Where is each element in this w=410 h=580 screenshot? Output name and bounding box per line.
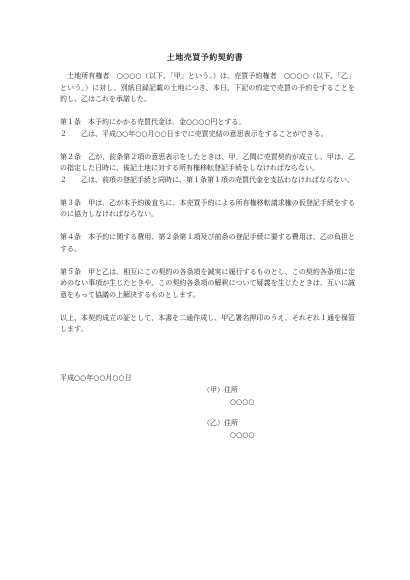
article-3-paragraph-1: 第３条 甲は、乙が本予約後直ちに、本売買予約による所有権移転請求権の仮登記手続をするのに協力しなければならない。 xyxy=(60,198,355,218)
document-title: 土地売買予約契約書 xyxy=(166,53,244,62)
signing-date: 平成○○年○○月○○日 xyxy=(60,374,132,382)
party-b-block xyxy=(203,417,254,441)
party-a-block xyxy=(203,384,254,408)
article-1-paragraph-1: 第１条 本予約にかかる売買代金は、金○○○○円とする。 xyxy=(60,118,246,126)
closing-statement: 以上、本契約成立の証として、本書を二通作成し、甲乙署名押印のうえ、それぞれ１通を保管します。 xyxy=(60,313,355,333)
article-1-paragraph-2: ２ 乙は、平成○○年○○月○○日までに売買完結の意思表示をすることができる。 xyxy=(60,129,328,138)
party-b-label: （乙）住所 xyxy=(203,419,238,427)
article-2-paragraph-1: 第２条 乙が、前条第２項の意思表示をしたときは、甲、乙間に売買契約が成立し、甲は、乙の指定した日時に、後記土地に対する所有権移転登記手続をしなければならない。 xyxy=(60,152,355,172)
article-5-paragraph-1: 第５条 甲と乙は、相互にこの契約の各条項を誠実に履行するものとし、この契約各条項に定めのない事項が生じたときや、この契約各条項の解釈について疑義を生じたときは、互いに誠意をもって協議の上解決するものとします。 xyxy=(60,267,355,299)
party-a-label: （甲）住所 xyxy=(203,386,238,394)
preamble: 土地所有権者 ○○○○（以下、「甲」という。）は、売買予約権者 ○○○○（以下、「乙」という。）に対し、別紙目録記載の土地につき、本日、下記の約定で売買の予約をすることを約し、乙はこれを承諾した。 xyxy=(60,72,355,103)
party-a-name: ○○○○ xyxy=(230,398,255,406)
article-4-paragraph-1: 第４条 本予約に関する費用、第２条第１項及び前条の登記手続に要する費用は、乙の負担とする。 xyxy=(60,233,355,253)
party-b-name: ○○○○ xyxy=(230,431,255,439)
document-body xyxy=(60,71,355,336)
article-2-paragraph-2: ２ 乙は、前項の登記手続と同時に、第１条第１項の売買代金を支払わなければならない。 xyxy=(60,175,354,184)
